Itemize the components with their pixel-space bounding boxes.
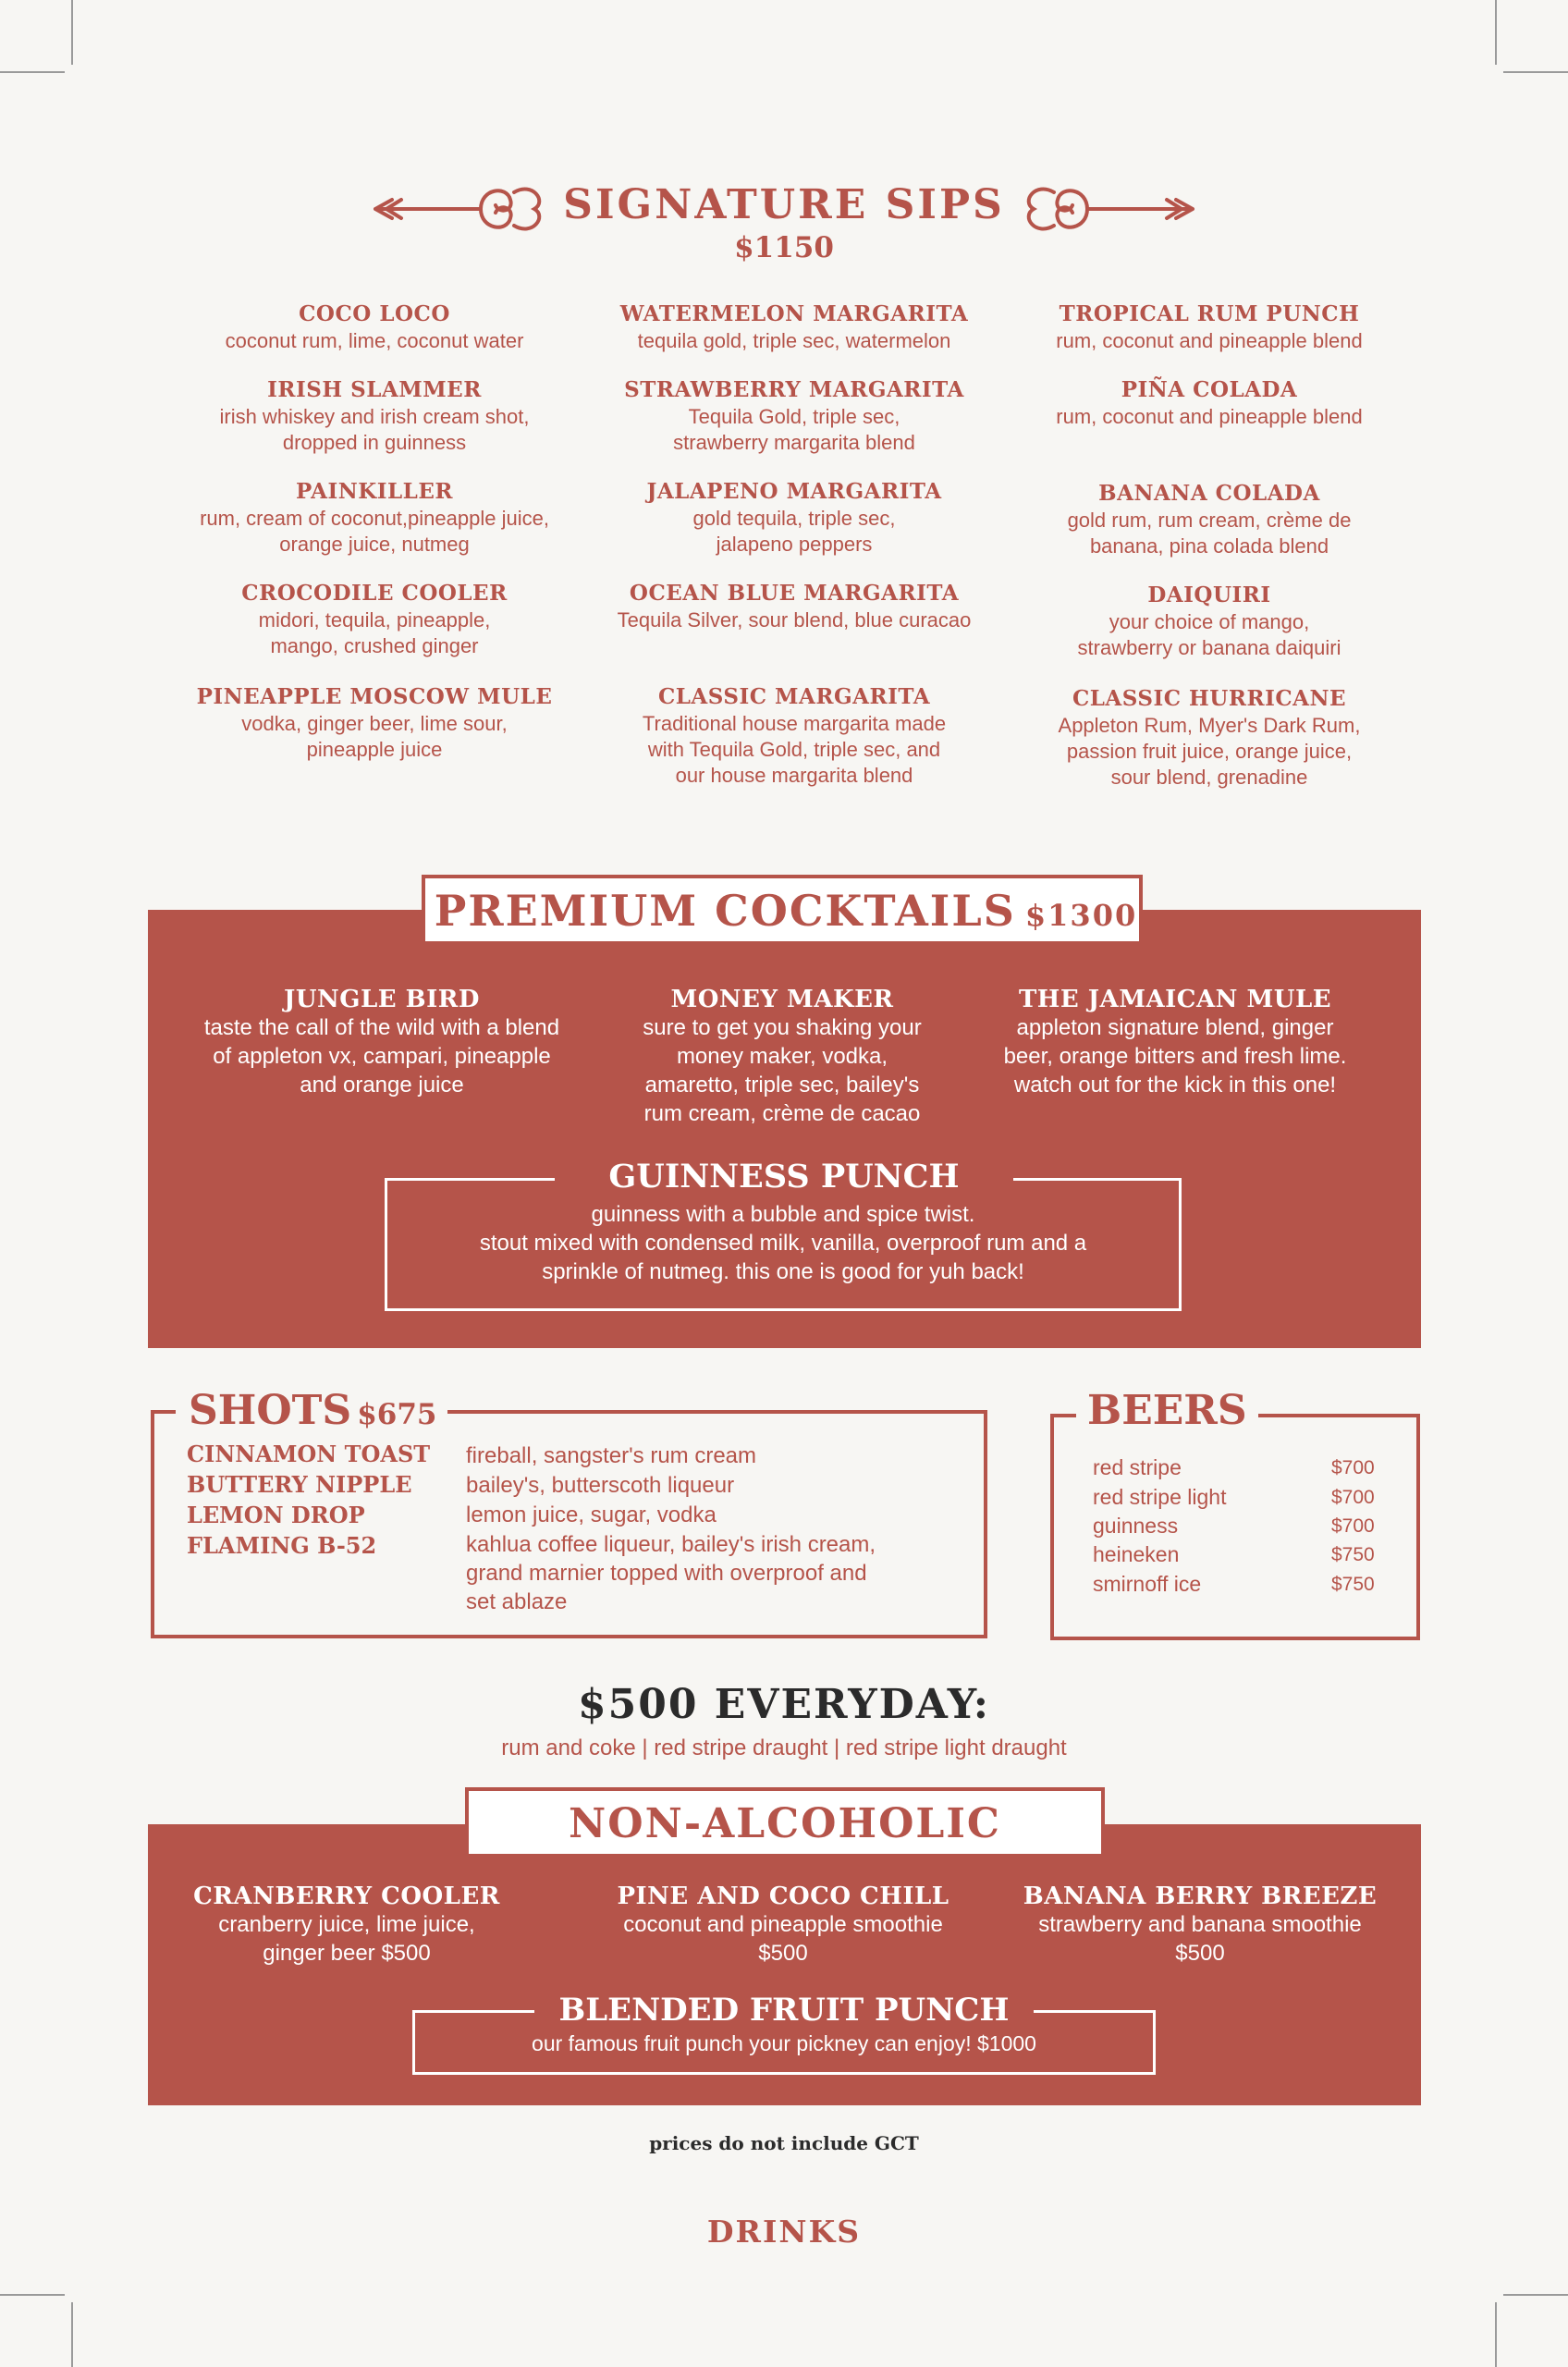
menu-item-desc: amaretto, triple sec, bailey's <box>644 1073 920 1098</box>
menu-item-desc: of appleton vx, campari, pineapple <box>213 1044 551 1069</box>
shot-desc: bailey's, butterscoth liqueur <box>466 1473 735 1498</box>
menu-item-desc: rum, coconut and pineapple blend <box>1056 329 1363 352</box>
featured-item-desc-line: sprinkle of nutmeg. this one is good for yuh back! <box>542 1259 1024 1284</box>
menu-item <box>591 580 998 633</box>
menu-item-desc: $500 <box>1175 1941 1225 1966</box>
menu-item-name: CROCODILE COOLER <box>241 581 508 606</box>
menu-item-desc: strawberry and banana smoothie <box>1038 1912 1362 1937</box>
menu-item-name: BANANA COLADA <box>1098 481 1320 506</box>
menu-item-desc: strawberry or banana daiquiri <box>1077 636 1341 659</box>
shot-desc-line: set ablaze <box>466 1589 568 1614</box>
menu-item-desc: Tequila Gold, triple sec, <box>688 405 900 428</box>
section-price-shots: $675 <box>357 1398 437 1431</box>
menu-item-desc: Appleton Rum, Myer's Dark Rum, <box>1058 714 1361 737</box>
menu-item-name: OCEAN BLUE MARGARITA <box>629 581 960 606</box>
menu-item-desc: strawberry margarita blend <box>673 431 915 454</box>
everyday-desc: rum and coke | red stripe draught | red stripe light draught <box>501 1735 1067 1760</box>
beer-name: guinness <box>1093 1514 1179 1538</box>
section-price-signature: $1150 <box>734 231 834 264</box>
menu-item-desc: dropped in guinness <box>282 431 467 454</box>
menu-item-name: PAINKILLER <box>296 479 453 504</box>
menu-item-desc: coconut rum, lime, coconut water <box>225 329 524 352</box>
menu-item-name: BANANA BERRY BREEZE <box>1023 1883 1378 1910</box>
crop-mark <box>1495 2302 1497 2367</box>
menu-item-desc: and orange juice <box>300 1073 464 1098</box>
menu-item-name: PINEAPPLE MOSCOW MULE <box>196 684 553 709</box>
menu-item-desc: our house margarita blend <box>675 764 913 787</box>
beer-price: $700 <box>1331 1457 1375 1478</box>
shot-desc <box>466 1530 947 1616</box>
menu-item-desc: tequila gold, triple sec, watermelon <box>637 329 951 352</box>
menu-item-desc: cranberry juice, lime juice, <box>218 1912 475 1937</box>
menu-item-name: TROPICAL RUM PUNCH <box>1059 301 1360 326</box>
crop-mark <box>71 2302 73 2367</box>
menu-item-name: PIÑA COLADA <box>1121 377 1298 402</box>
beer-price: $700 <box>1331 1515 1375 1537</box>
shots-title-text: SHOTS <box>189 1387 352 1434</box>
menu-item <box>591 683 998 789</box>
menu-item-desc: jalapeno peppers <box>716 533 873 556</box>
menu-item-desc: money maker, vodka, <box>676 1044 888 1069</box>
featured-item-desc: our famous fruit punch your pickney can enjoy! $1000 <box>532 2031 1036 2055</box>
menu-item-desc: gold tequila, triple sec, <box>692 507 896 530</box>
featured-item-name: GUINNESS PUNCH <box>555 1158 1013 1196</box>
menu-item-name: DAIQUIRI <box>1147 583 1271 607</box>
menu-item-desc: banana, pina colada blend <box>1089 534 1329 558</box>
menu-item <box>1006 376 1413 430</box>
menu-item-desc: orange juice, nutmeg <box>279 533 470 556</box>
menu-item-desc: sure to get you shaking your <box>643 1015 922 1040</box>
crop-mark <box>1495 0 1497 65</box>
section-price-premium: $1300 <box>1024 898 1138 933</box>
beer-price: $700 <box>1331 1487 1375 1508</box>
menu-item-name: JALAPENO MARGARITA <box>646 479 942 504</box>
menu-item <box>591 376 998 456</box>
menu-item <box>1006 685 1413 791</box>
menu-item-desc: gold rum, rum cream, crème de <box>1067 509 1352 532</box>
shot-name: BUTTERY NIPPLE <box>187 1471 412 1498</box>
featured-item-desc <box>385 1200 1182 1286</box>
menu-item <box>992 1883 1408 1968</box>
menu-item <box>1006 582 1413 661</box>
menu-item-name: CLASSIC HURRICANE <box>1072 686 1347 711</box>
page-footer-title: DRINKS <box>706 2214 862 2250</box>
menu-item-desc: watch out for the kick in this one! <box>1013 1073 1337 1098</box>
beer-name: red stripe light <box>1093 1485 1227 1509</box>
menu-item-desc: Traditional house margarita made <box>642 712 947 735</box>
menu-item-desc: irish whiskey and irish cream shot, <box>219 405 530 428</box>
crop-mark <box>1503 71 1568 73</box>
menu-item-name: COCO LOCO <box>299 301 450 326</box>
menu-item-name: PINE AND COCO CHILL <box>617 1883 949 1910</box>
crop-mark <box>71 0 73 65</box>
menu-item-desc: rum, coconut and pineapple blend <box>1056 405 1363 428</box>
menu-item-desc: rum, cream of coconut,pineapple juice, <box>200 507 549 530</box>
menu-item-desc: passion fruit juice, orange juice, <box>1066 740 1353 763</box>
beer-name: smirnoff ice <box>1093 1572 1202 1596</box>
menu-item-name: WATERMELON MARGARITA <box>619 301 969 326</box>
menu-item-name: JUNGLE BIRD <box>284 986 480 1013</box>
section-title-nonalcoholic: NON-ALCOHOLIC <box>569 1800 1001 1847</box>
featured-item-name: BLENDED FRUIT PUNCH <box>534 1992 1034 2029</box>
menu-item <box>565 986 999 1128</box>
section-title-signature: SIGNATURE SIPS <box>563 181 1005 228</box>
price-note: prices do not include GCT <box>649 2132 919 2154</box>
menu-item <box>171 300 578 354</box>
shot-name: CINNAMON TOAST <box>187 1441 431 1467</box>
menu-item <box>591 300 998 354</box>
menu-item-name: IRISH SLAMMER <box>267 377 482 402</box>
menu-item-desc: pineapple juice <box>306 738 443 761</box>
menu-item-desc: taste the call of the wild with a blend <box>203 1015 560 1040</box>
beer-price: $750 <box>1331 1574 1375 1595</box>
nonalcoholic-title-box <box>465 1787 1105 1858</box>
featured-item-desc-line: stout mixed with condensed milk, vanilla, overproof rum and a <box>479 1231 1087 1256</box>
menu-item-desc: sour blend, grenadine <box>1110 766 1308 789</box>
menu-item-desc: appleton signature blend, ginger <box>1016 1015 1334 1040</box>
menu-item <box>171 478 578 558</box>
menu-item-name: THE JAMAICAN MULE <box>1018 986 1332 1013</box>
menu-item-name: CRANBERRY COOLER <box>193 1883 500 1910</box>
crop-mark <box>0 2294 65 2296</box>
menu-item <box>575 1883 991 1968</box>
crop-mark <box>1503 2294 1568 2296</box>
beer-name: heineken <box>1093 1542 1180 1566</box>
menu-item-desc: ginger beer $500 <box>263 1941 431 1966</box>
shot-desc-line: kahlua coffee liqueur, bailey's irish cream, <box>466 1532 876 1557</box>
menu-item-desc: Tequila Silver, sour blend, blue curacao <box>617 608 972 632</box>
menu-item-desc: your choice of mango, <box>1109 610 1310 633</box>
premium-title-box <box>422 875 1143 945</box>
menu-item-name: STRAWBERRY MARGARITA <box>624 377 964 402</box>
menu-item <box>171 580 578 659</box>
premium-title-text: PREMIUM COCKTAILS <box>434 886 1016 936</box>
menu-item-name: MONEY MAKER <box>670 986 894 1013</box>
menu-item <box>139 1883 555 1968</box>
menu-item <box>958 986 1392 1099</box>
menu-item-name: CLASSIC MARGARITA <box>657 684 931 709</box>
section-title-premium <box>425 886 1146 936</box>
crop-mark <box>0 71 65 73</box>
menu-item-desc: midori, tequila, pineapple, <box>258 608 491 632</box>
section-title-shots <box>176 1387 447 1434</box>
shot-name: FLAMING B-52 <box>187 1532 377 1559</box>
section-title-beers: BEERS <box>1076 1387 1258 1434</box>
menu-item <box>1006 480 1413 559</box>
shot-desc: lemon juice, sugar, vodka <box>466 1502 717 1527</box>
menu-item <box>171 376 578 456</box>
menu-item-desc: beer, orange bitters and fresh lime. <box>1003 1044 1347 1069</box>
menu-item <box>1006 300 1413 354</box>
menu-item-desc: mango, crushed ginger <box>270 634 479 657</box>
section-title-everyday: $500 EVERYDAY: <box>578 1681 990 1728</box>
menu-item <box>171 683 578 763</box>
menu-item-desc: coconut and pineapple smoothie <box>623 1912 943 1937</box>
shot-desc: fireball, sangster's rum cream <box>466 1443 757 1468</box>
menu-item-desc: with Tequila Gold, triple sec, and <box>647 738 941 761</box>
beer-price: $750 <box>1331 1544 1375 1565</box>
menu-item-desc: vodka, ginger beer, lime sour, <box>241 712 508 735</box>
beer-name: red stripe <box>1093 1455 1182 1479</box>
menu-item-desc: $500 <box>758 1941 808 1966</box>
menu-item-desc: rum cream, crème de cacao <box>643 1101 921 1126</box>
shot-name: LEMON DROP <box>187 1502 365 1528</box>
menu-item <box>165 986 599 1099</box>
featured-item-desc-line: guinness with a bubble and spice twist. <box>591 1202 975 1227</box>
shot-desc-line: grand marnier topped with overproof and <box>466 1561 867 1586</box>
menu-item <box>591 478 998 558</box>
